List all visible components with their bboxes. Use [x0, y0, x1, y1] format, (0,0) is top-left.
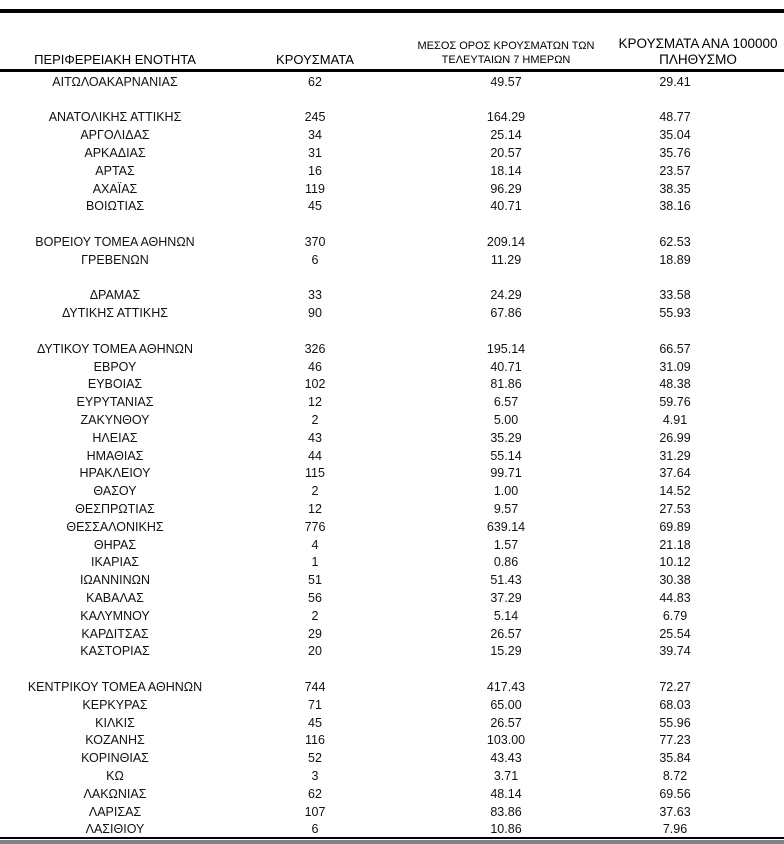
table-row	[0, 482, 784, 500]
cell-cases: 102	[304, 377, 326, 392]
cell-cases: 4	[311, 537, 319, 552]
column-header-avg7	[400, 39, 612, 67]
cell-per100k: 33.58	[659, 288, 691, 303]
cell-region: ΒΟΡΕΙΟΥ ΤΟΜΕΑ ΑΘΗΝΩΝ	[35, 235, 195, 250]
cell-cases: 744	[304, 679, 326, 694]
cell-avg7: 103.00	[486, 733, 526, 748]
table-row	[0, 785, 784, 803]
cell-per100k: 30.38	[659, 573, 691, 588]
cell-per100k: 26.99	[659, 430, 691, 445]
cell-avg7: 5.00	[493, 413, 519, 428]
cell-region: ΘΕΣΠΡΩΤΙΑΣ	[75, 502, 155, 517]
cell-cases: 115	[305, 466, 325, 481]
table-row	[0, 376, 784, 394]
table-row	[0, 767, 784, 785]
cell-cases: 51	[308, 573, 322, 588]
table-row	[0, 820, 784, 838]
cell-per100k: 37.64	[659, 466, 691, 481]
cell-per100k: 7.96	[662, 822, 688, 837]
cell-cases: 33	[308, 288, 322, 303]
table-row	[0, 607, 784, 625]
table-row	[0, 109, 784, 127]
cell-cases: 2	[311, 413, 319, 428]
cell-region: ΑΡΚΑΔΙΑΣ	[84, 146, 146, 161]
cell-per100k: 69.89	[659, 519, 691, 534]
cell-region: ΚΟΡΙΝΘΙΑΣ	[81, 751, 149, 766]
cell-cases: 43	[308, 430, 322, 445]
cell-avg7: 5.14	[493, 608, 519, 623]
cell-per100k: 10.12	[659, 555, 691, 570]
cell-avg7: 55.14	[490, 448, 522, 463]
header-underline	[0, 69, 784, 72]
table-row	[0, 287, 784, 305]
cell-per100k: 27.53	[659, 502, 691, 517]
cell-cases: 29	[308, 626, 322, 641]
cell-avg7: 11.29	[490, 252, 522, 267]
table-row	[0, 643, 784, 661]
table-row-spacer	[0, 269, 784, 287]
cell-region: ΚΟΖΑΝΗΣ	[85, 733, 145, 748]
cell-region: ΘΑΣΟΥ	[93, 484, 137, 499]
table-row	[0, 126, 784, 144]
table-row	[0, 714, 784, 732]
column-header-per100k	[612, 36, 784, 67]
cell-region: ΚΑΛΥΜΝΟΥ	[80, 608, 150, 623]
cell-cases: 107	[304, 804, 326, 819]
top-rule	[0, 9, 784, 13]
cell-per100k: 77.23	[659, 733, 691, 748]
cell-avg7: 18.14	[490, 163, 522, 178]
cell-avg7: 37.29	[490, 591, 522, 605]
cell-region: ΖΑΚΥΝΘΟΥ	[80, 413, 150, 428]
cell-cases: 31	[308, 146, 322, 161]
cell-avg7: 195.14	[486, 341, 526, 356]
cell-cases: 90	[308, 306, 322, 321]
cell-cases: 12	[308, 502, 322, 517]
table-row	[0, 625, 784, 643]
cell-per100k: 29.41	[659, 74, 691, 89]
cell-region: ΑΡΤΑΣ	[95, 163, 135, 178]
cell-region: ΛΑΡΙΣΑΣ	[88, 804, 142, 819]
cell-per100k: 39.74	[659, 644, 691, 659]
cell-avg7: 24.29	[490, 288, 522, 303]
column-header-avg7-line1: ΜΕΣΟΣ ΟΡΟΣ ΚΡΟΥΣΜΑΤΩΝ ΤΩΝ	[417, 40, 595, 52]
table-row-spacer	[0, 215, 784, 233]
table-row	[0, 198, 784, 216]
cell-per100k: 35.04	[659, 128, 691, 143]
table-row	[0, 749, 784, 767]
column-header-avg7-line2: ΤΕΛΕΥΤΑΙΩΝ 7 ΗΜΕΡΩΝ	[441, 54, 571, 66]
cell-avg7: 15.29	[490, 644, 522, 659]
cell-region: ΗΜΑΘΙΑΣ	[86, 448, 144, 463]
table-row	[0, 589, 784, 607]
cell-per100k: 4.91	[662, 413, 688, 428]
table-row	[0, 465, 784, 483]
table-header	[0, 24, 784, 68]
cell-per100k: 21.18	[659, 537, 691, 552]
cell-cases: 45	[308, 715, 322, 730]
cell-per100k: 18.89	[659, 252, 691, 267]
cell-region: ΚΑΣΤΟΡΙΑΣ	[80, 644, 150, 659]
cell-cases: 245	[304, 110, 326, 125]
cell-per100k: 69.56	[659, 786, 691, 801]
cell-per100k: 48.38	[659, 377, 691, 392]
cell-cases: 370	[304, 235, 326, 250]
cell-avg7: 35.29	[490, 430, 522, 445]
cell-cases: 12	[308, 395, 322, 410]
table-row	[0, 73, 784, 91]
cell-region: ΒΟΙΩΤΙΑΣ	[85, 199, 145, 214]
cell-region: ΑΝΑΤΟΛΙΚΗΣ ΑΤΤΙΚΗΣ	[48, 110, 182, 125]
cell-region: ΘΗΡΑΣ	[93, 537, 137, 552]
cell-avg7: 40.71	[490, 359, 522, 374]
table-row	[0, 251, 784, 269]
cell-avg7: 417.43	[486, 679, 526, 694]
cell-region: ΚΑΡΔΙΤΣΑΣ	[81, 626, 149, 641]
cell-cases: 6	[311, 822, 319, 837]
cell-per100k: 38.35	[659, 181, 691, 196]
cell-avg7: 83.86	[490, 804, 522, 819]
cell-cases: 45	[308, 199, 322, 214]
cell-avg7: 65.00	[490, 697, 522, 712]
cell-per100k: 66.57	[659, 341, 691, 356]
table-row	[0, 162, 784, 180]
cell-region: ΛΑΣΙΘΙΟΥ	[85, 822, 145, 837]
cell-region: ΓΡΕΒΕΝΩΝ	[81, 252, 149, 267]
table-row	[0, 536, 784, 554]
cell-avg7: 99.71	[490, 466, 522, 481]
cell-avg7: 0.86	[493, 555, 519, 570]
table-row	[0, 393, 784, 411]
column-header-per100k-line2: ΠΛΗΘΥΣΜΟ	[659, 51, 737, 67]
table-row	[0, 180, 784, 198]
cell-cases: 46	[308, 359, 322, 374]
table-body	[0, 73, 784, 838]
cell-cases: 119	[305, 181, 325, 196]
cell-cases: 44	[308, 448, 322, 463]
cell-avg7: 49.57	[490, 74, 522, 89]
cell-cases: 2	[311, 608, 319, 623]
table-row	[0, 518, 784, 536]
cell-cases: 20	[308, 644, 322, 659]
table-row	[0, 447, 784, 465]
cell-per100k: 55.96	[659, 715, 691, 730]
cell-region: ΔΥΤΙΚΗΣ ΑΤΤΙΚΗΣ	[62, 306, 168, 321]
cell-region: ΗΡΑΚΛΕΙΟΥ	[79, 466, 151, 481]
bottom-rule-thick	[0, 840, 784, 844]
cell-cases: 116	[305, 733, 325, 748]
table-row	[0, 696, 784, 714]
table-row	[0, 500, 784, 518]
cell-region: ΕΥΡΥΤΑΝΙΑΣ	[76, 395, 154, 410]
cell-avg7: 51.43	[490, 573, 522, 588]
cell-region: ΛΑΚΩΝΙΑΣ	[83, 786, 147, 801]
cell-per100k: 72.27	[659, 679, 691, 694]
table-row	[0, 731, 784, 749]
cell-region: ΚΕΝΤΡΙΚΟΥ ΤΟΜΕΑ ΑΘΗΝΩΝ	[27, 679, 203, 694]
cell-cases: 62	[308, 74, 322, 89]
cell-per100k: 25.54	[659, 626, 691, 641]
cell-avg7: 48.14	[490, 786, 522, 801]
cell-avg7: 26.57	[490, 626, 522, 641]
cell-per100k: 44.83	[659, 591, 691, 605]
table-row-spacer	[0, 91, 784, 109]
cell-per100k: 14.52	[659, 484, 691, 499]
cell-per100k: 31.09	[659, 359, 691, 374]
cell-per100k: 48.77	[659, 110, 691, 125]
table-row	[0, 340, 784, 358]
cell-avg7: 25.14	[490, 128, 522, 143]
cell-per100k: 37.63	[659, 804, 691, 819]
cell-avg7: 6.57	[493, 395, 519, 410]
cell-cases: 52	[308, 751, 322, 766]
table-row	[0, 411, 784, 429]
cell-cases: 34	[308, 128, 322, 143]
cell-per100k: 6.79	[662, 608, 688, 623]
cell-avg7: 26.57	[490, 715, 522, 730]
cell-region: ΚΕΡΚΥΡΑΣ	[82, 697, 148, 712]
cell-per100k: 35.84	[659, 751, 691, 766]
cell-region: ΚΙΛΚΙΣ	[95, 715, 135, 730]
column-header-region-label: ΠΕΡΙΦΕΡΕΙΑΚΗ ΕΝΟΤΗΤΑ	[34, 52, 196, 67]
cell-cases: 776	[304, 519, 326, 534]
cell-region: ΑΡΓΟΛΙΔΑΣ	[80, 128, 150, 143]
table-row	[0, 554, 784, 572]
cell-region: ΚΩ	[106, 768, 124, 783]
cell-per100k: 38.16	[659, 199, 691, 214]
cell-avg7: 164.29	[486, 110, 526, 125]
cell-region: ΚΑΒΑΛΑΣ	[86, 591, 144, 605]
cell-avg7: 96.29	[490, 181, 522, 196]
cell-avg7: 3.71	[493, 768, 519, 783]
cell-region: ΕΥΒΟΙΑΣ	[87, 377, 143, 392]
cell-avg7: 639.14	[486, 519, 526, 534]
table-row	[0, 233, 784, 251]
table-row	[0, 304, 784, 322]
table-row-spacer	[0, 660, 784, 678]
cell-cases: 62	[308, 786, 322, 801]
cell-avg7: 9.57	[493, 502, 519, 517]
cell-avg7: 81.86	[490, 377, 522, 392]
table-row	[0, 571, 784, 589]
cell-cases: 326	[304, 341, 326, 356]
cell-region: ΘΕΣΣΑΛΟΝΙΚΗΣ	[66, 519, 164, 534]
cell-per100k: 68.03	[659, 697, 691, 712]
table-row	[0, 429, 784, 447]
cell-region: ΑΧΑΪΑΣ	[92, 181, 138, 196]
cell-region: ΑΙΤΩΛΟΑΚΑΡΝΑΝΙΑΣ	[52, 74, 178, 89]
cell-avg7: 1.57	[493, 537, 519, 552]
column-header-per100k-line1: ΚΡΟΥΣΜΑΤΑ ΑΝΑ 100000	[618, 36, 778, 51]
cell-region: ΙΚΑΡΙΑΣ	[90, 555, 140, 570]
cell-region: ΕΒΡΟΥ	[93, 359, 137, 374]
table-row	[0, 358, 784, 376]
cell-per100k: 31.29	[659, 448, 691, 463]
table-row	[0, 678, 784, 696]
bottom-rule-thin	[0, 837, 784, 839]
cell-per100k: 55.93	[659, 306, 691, 321]
cell-cases: 56	[308, 591, 322, 605]
cell-per100k: 35.76	[659, 146, 691, 161]
column-header-region	[0, 52, 230, 67]
cell-avg7: 20.57	[490, 146, 522, 161]
cell-per100k: 8.72	[662, 768, 688, 783]
cell-avg7: 67.86	[490, 306, 522, 321]
cell-cases: 2	[311, 484, 319, 499]
cell-per100k: 62.53	[659, 235, 691, 250]
cell-cases: 3	[311, 768, 319, 783]
cell-region: ΔΥΤΙΚΟΥ ΤΟΜΕΑ ΑΘΗΝΩΝ	[36, 341, 194, 356]
cell-avg7: 43.43	[490, 751, 522, 766]
cell-region: ΔΡΑΜΑΣ	[89, 288, 141, 303]
cell-avg7: 10.86	[490, 822, 522, 837]
cell-cases: 6	[311, 252, 319, 267]
table-row	[0, 803, 784, 821]
cell-region: ΙΩΑΝΝΙΝΩΝ	[79, 573, 151, 588]
cell-cases: 71	[308, 697, 322, 712]
cell-avg7: 209.14	[486, 235, 526, 250]
cell-per100k: 23.57	[659, 163, 691, 178]
column-header-cases	[230, 52, 400, 67]
cell-avg7: 40.71	[490, 199, 522, 214]
cell-per100k: 59.76	[659, 395, 691, 410]
cell-avg7: 1.00	[493, 484, 519, 499]
cell-region: ΗΛΕΙΑΣ	[92, 430, 138, 445]
cell-cases: 1	[311, 555, 319, 570]
cell-cases: 16	[308, 163, 322, 178]
column-header-cases-label: ΚΡΟΥΣΜΑΤΑ	[276, 52, 354, 67]
table-row-spacer	[0, 322, 784, 340]
table-row	[0, 144, 784, 162]
